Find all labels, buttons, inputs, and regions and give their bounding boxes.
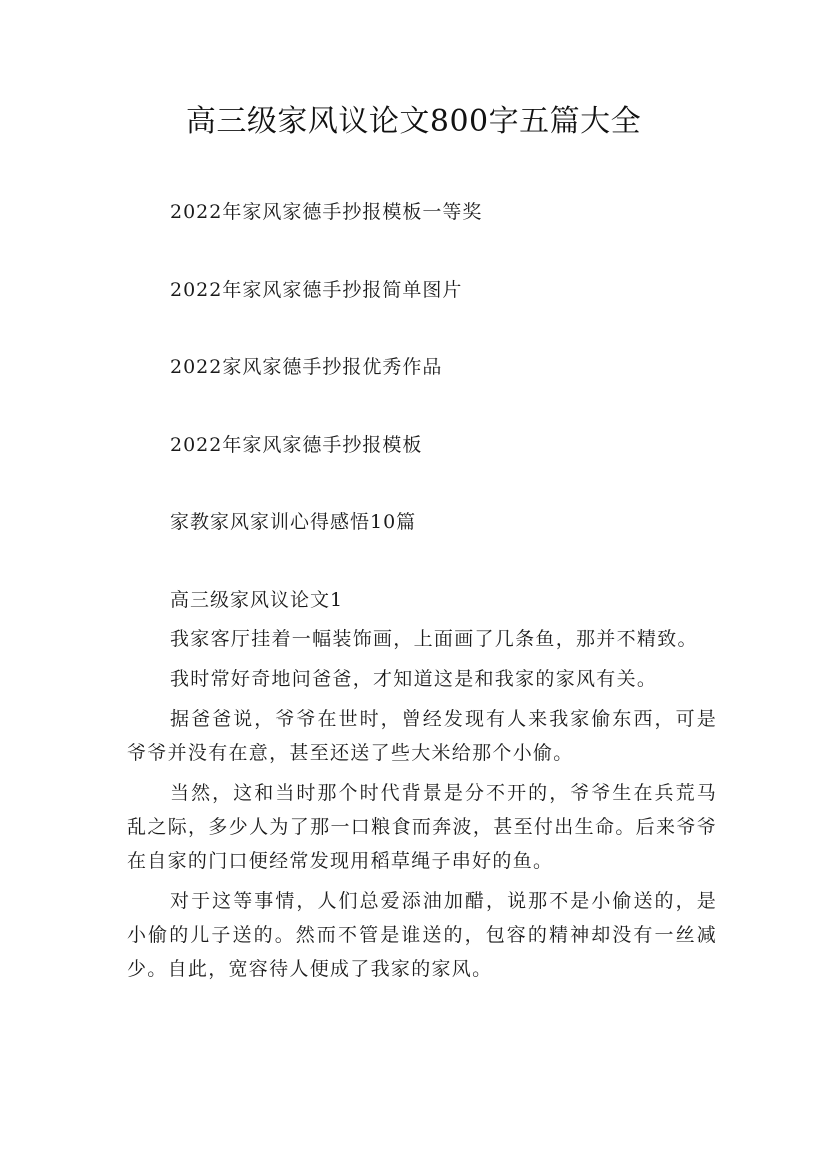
page-title: 高三级家风议论文800字五篇大全	[185, 104, 642, 139]
related-link-3[interactable]: 2022家风家德手抄报优秀作品	[170, 356, 443, 378]
paragraph: 据爸爸说，爷爷在世时，曾经发现有人来我家偷东西，可是爷爷并没有在意，甚至还送了些大米给那个小偷。	[127, 708, 717, 764]
paragraph: 当然，这和当时那个时代背景是分不开的，爷爷生在兵荒马乱之际，多少人为了那一口粮食而奔波，甚至付出生命。后来爷爷在自家的门口便经常发现用稻草绳子串好的鱼。	[127, 782, 717, 872]
related-link-2[interactable]: 2022年家风家德手抄报简单图片	[170, 279, 463, 301]
related-link-5[interactable]: 家教家风家训心得感悟10篇	[170, 511, 417, 533]
article-body	[127, 622, 717, 992]
related-link-4[interactable]: 2022年家风家德手抄报模板	[170, 434, 423, 456]
related-link-1[interactable]: 2022年家风家德手抄报模板一等奖	[170, 201, 483, 223]
section-heading: 高三级家风议论文1	[170, 589, 344, 611]
paragraph: 对于这等事情，人们总爱添油加醋，说那不是小偷送的，是小偷的儿子送的。然而不管是谁送的，包容的精神却没有一丝减少。自此，宽容待人便成了我家的家风。	[127, 890, 717, 980]
paragraph: 我家客厅挂着一幅装饰画，上面画了几条鱼，那并不精致。	[170, 628, 698, 650]
paragraph: 我时常好奇地问爸爸，才知道这是和我家的家风有关。	[170, 668, 658, 690]
